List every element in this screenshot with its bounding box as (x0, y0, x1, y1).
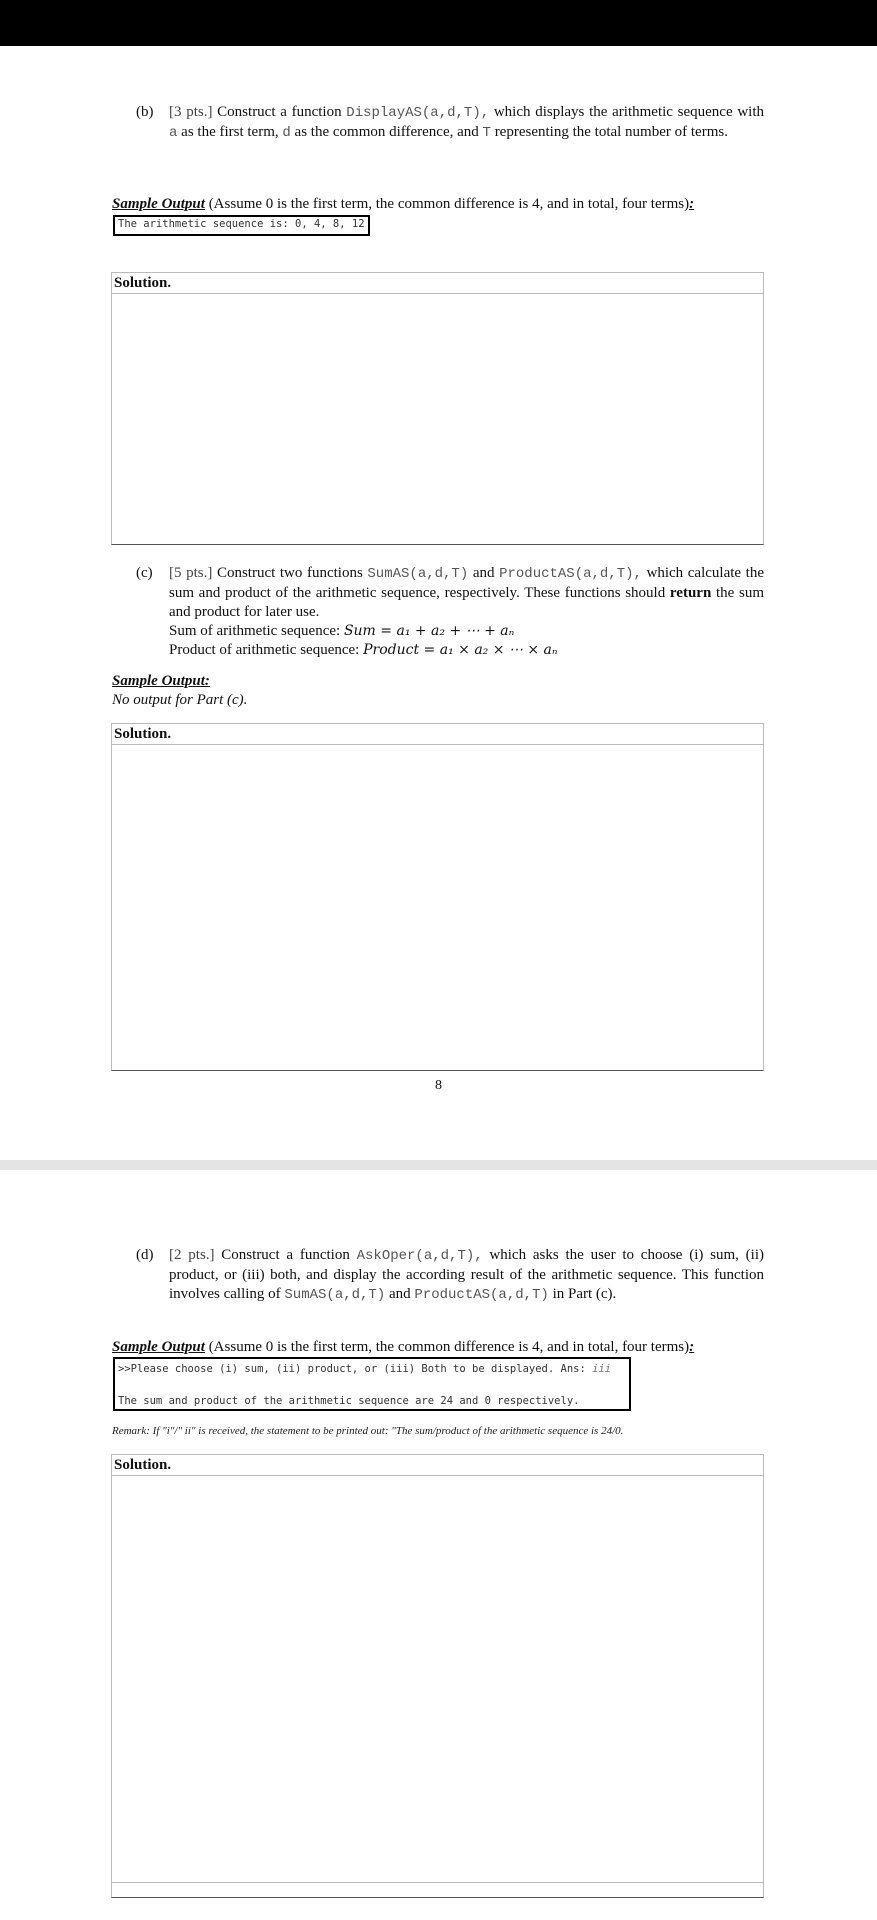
console-output-box (113, 1357, 631, 1411)
solution-label: Solution. (112, 273, 763, 294)
emphasis: return (669, 585, 712, 601)
formula: Sum = a₁ + a₂ + ⋯ + aₙ (343, 623, 515, 639)
sample-output-b (112, 195, 694, 214)
function-name: SumAS(a,d,T) (284, 1287, 386, 1303)
question-text: as the common difference, and (290, 124, 483, 140)
question-text: Construct a function (212, 104, 347, 120)
question-text: Construct two functions (212, 565, 368, 581)
function-name: ProductAS(a,d,T), (499, 566, 642, 582)
page-number: 8 (435, 1078, 442, 1093)
points: [5 pts.] (169, 565, 213, 581)
function-name: AskOper(a,d,T), (356, 1248, 483, 1264)
sample-heading: Sample Output: (112, 673, 210, 689)
question-c (136, 564, 764, 660)
question-text: and (468, 565, 500, 581)
sample-heading: Sample Output (112, 1339, 205, 1355)
question-label: (c) (136, 565, 153, 581)
top-status-bar (0, 0, 877, 46)
sample-text: No output for Part (c). (112, 692, 248, 708)
sum-formula-line (169, 622, 764, 641)
question-text: which calculate the sum and product of the arithmetic sequence, respectively. These functions should (169, 565, 764, 601)
function-name: DisplayAS(a,d,T), (346, 105, 490, 121)
console-line: The arithmetic sequence is: 0, 4, 8, 12 (118, 218, 365, 230)
console-output-box (113, 215, 370, 236)
variable: a (169, 125, 178, 141)
console-line (118, 1360, 626, 1378)
question-text: representing the total number of terms. (490, 124, 728, 140)
box-divider (112, 1882, 763, 1883)
remark-text: Remark: If "i"/" ii" is received, the statement to be printed out: "The sum/product of the arithmetic sequence is 24/0. (112, 1425, 624, 1437)
question-text: in Part (c). (548, 1286, 617, 1302)
product-formula-line (169, 641, 764, 660)
question-d (136, 1246, 764, 1305)
points: [3 pts.] (169, 104, 213, 120)
colon: : (689, 196, 695, 212)
question-text: which displays the arithmetic sequence with (489, 104, 764, 120)
sample-output-c (112, 672, 247, 710)
question-text: and (385, 1286, 415, 1302)
question-text: as the first term, (177, 124, 283, 140)
user-answer: iii (592, 1363, 612, 1375)
variable: T (482, 125, 491, 141)
function-name: ProductAS(a,d,T) (414, 1287, 549, 1303)
sample-heading: Sample Output (112, 196, 205, 212)
question-text: the sum and product for later use. (169, 585, 764, 620)
sample-note: (Assume 0 is the first term, the common difference is 4, and in total, four terms) (204, 1339, 690, 1355)
question-b (136, 103, 764, 143)
solution-box-c[interactable] (111, 723, 764, 1071)
solution-label: Solution. (112, 724, 763, 745)
console-line: The sum and product of the arithmetic sequence are 24 and 0 respectively. (118, 1395, 580, 1407)
solution-box-d[interactable] (111, 1454, 764, 1898)
question-label: (b) (136, 104, 154, 120)
formula-label: Sum of arithmetic sequence: (169, 623, 344, 639)
solution-label: Solution. (112, 1455, 763, 1476)
points: [2 pts.] (169, 1247, 215, 1263)
formula-label: Product of arithmetic sequence: (169, 642, 364, 658)
prompt-text: >>Please choose (i) sum, (ii) product, or (iii) Both to be displayed. Ans: (118, 1363, 593, 1375)
colon: : (689, 1339, 695, 1355)
solution-box-b[interactable] (111, 272, 764, 545)
function-name: SumAS(a,d,T) (367, 566, 469, 582)
variable: d (282, 125, 291, 141)
sample-note: (Assume 0 is the first term, the common difference is 4, and in total, four terms) (204, 196, 690, 212)
question-label: (d) (136, 1247, 154, 1263)
page-separator (0, 1160, 877, 1170)
console-blank-line (118, 1378, 626, 1392)
question-text: Construct a function (214, 1247, 357, 1263)
question-text: which asks the user to choose (i) sum, (ii) product, or (iii) both, and display the according result of the arithmetic sequence. This function involves calling of (169, 1247, 765, 1302)
formula: Product = a₁ × a₂ × ⋯ × aₙ (363, 642, 558, 658)
sample-output-d (112, 1338, 694, 1357)
